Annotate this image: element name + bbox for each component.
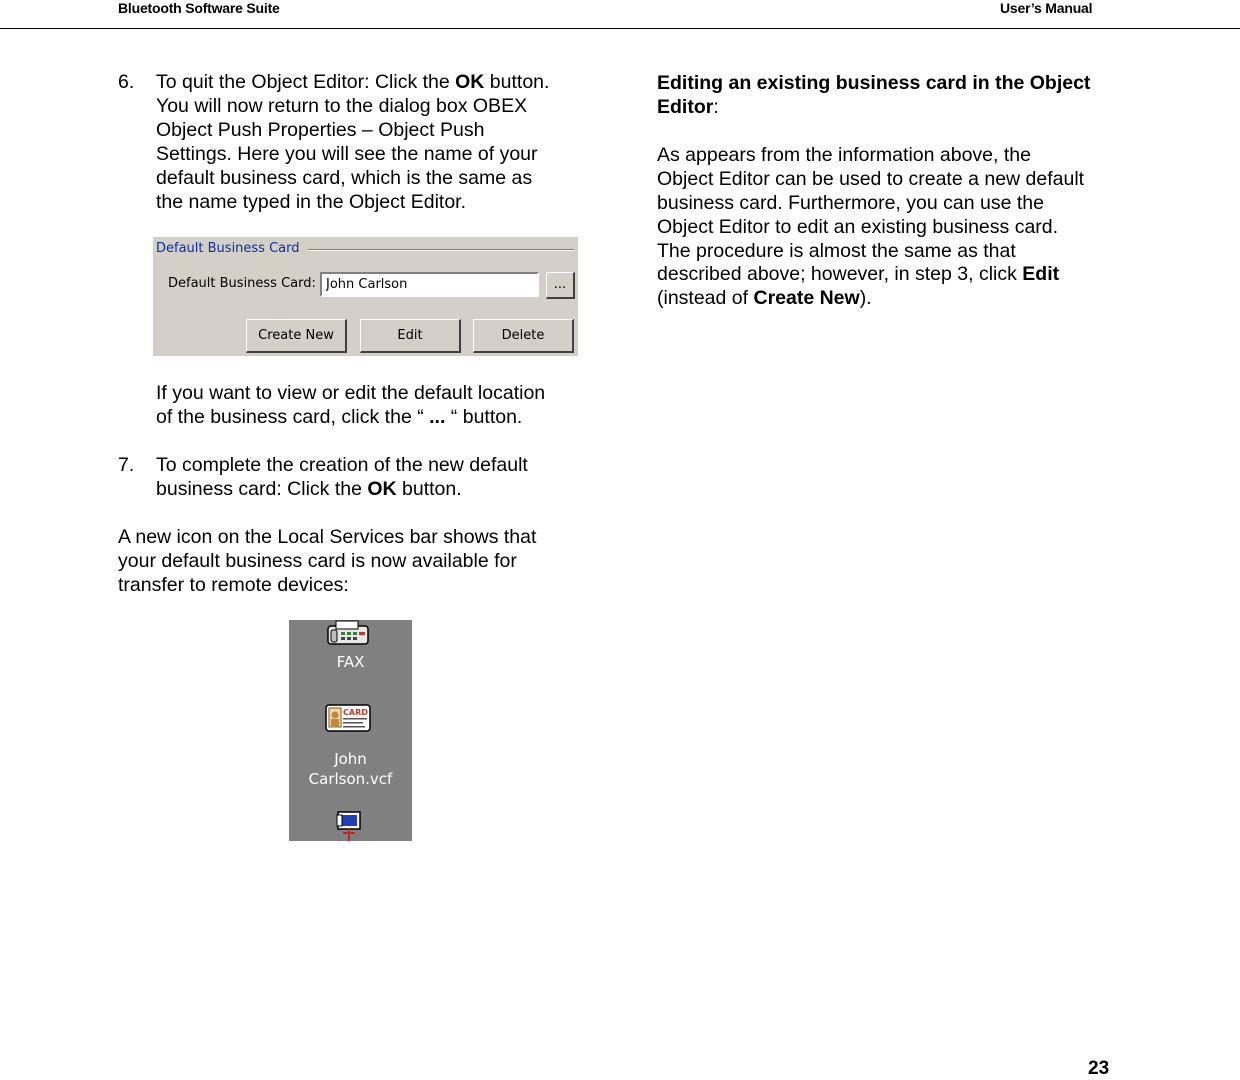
- new-icon-note-line-3: transfer to remote devices:: [118, 574, 349, 596]
- step-6-line-3: Object Push Properties – Object Push: [156, 119, 485, 141]
- running-header-manual: User’s Manual: [1000, 0, 1093, 16]
- section-heading-line-1: Editing an existing business card in the Object: [657, 72, 1091, 94]
- browse-button[interactable]: ...: [546, 272, 575, 299]
- new-icon-note-line-1: A new icon on the Local Services bar shows that: [118, 526, 537, 548]
- step-6-line-4: Settings. Here you will see the name of your: [156, 143, 538, 165]
- para-line-7: (instead of Create New).: [657, 287, 872, 309]
- network-computer-icon[interactable]: [335, 810, 363, 841]
- local-services-bar: [289, 620, 412, 841]
- svg-text:CARD: CARD: [343, 708, 368, 717]
- header-rule: [0, 28, 1240, 29]
- new-icon-note-line-2: your default business card is now available for: [118, 550, 517, 572]
- view-edit-note-line-1: If you want to view or edit the default location: [156, 382, 546, 404]
- step-7-number: 7.: [118, 454, 135, 476]
- fax-label: FAX: [336, 653, 365, 671]
- group-divider: [308, 249, 574, 251]
- fax-icon[interactable]: [326, 620, 370, 646]
- step-6-line-1: To quit the Object Editor: Click the OK button.: [156, 71, 550, 93]
- step-7-line-2: business card: Click the OK button.: [156, 478, 462, 500]
- step-6-line-5: default business card, which is the same as: [156, 167, 533, 189]
- para-line-1: As appears from the information above, the: [657, 144, 1031, 166]
- default-business-card-dialog: [153, 237, 578, 356]
- para-line-2: Object Editor can be used to create a new default: [657, 168, 1085, 190]
- card-label-line-2: Carlson.vcf: [308, 770, 393, 788]
- view-edit-note-line-2: of the business card, click the “ ... “ button.: [156, 406, 523, 428]
- page-number: 23: [1088, 1058, 1110, 1079]
- create-new-button[interactable]: Create New: [246, 319, 347, 353]
- delete-button[interactable]: Delete: [473, 319, 574, 353]
- para-line-3: business card. Furthermore, you can use the: [657, 192, 1044, 214]
- step-6-number: 6.: [118, 71, 135, 93]
- business-card-icon[interactable]: [325, 704, 371, 732]
- card-label-line-1: John: [334, 750, 367, 768]
- para-line-4: Object Editor to edit an existing business card.: [657, 216, 1059, 238]
- default-business-card-field[interactable]: [320, 272, 539, 297]
- running-header-title: Bluetooth Software Suite: [118, 0, 280, 16]
- step-6-line-6: the name typed in the Object Editor.: [156, 191, 467, 213]
- group-title: Default Business Card: [156, 241, 300, 256]
- step-6-line-2: You will now return to the dialog box OBEX: [156, 95, 528, 117]
- para-line-6: described above; however, in step 3, click Edit: [657, 263, 1060, 285]
- step-7-line-1: To complete the creation of the new default: [156, 454, 528, 476]
- default-business-card-label: Default Business Card:: [168, 276, 316, 291]
- edit-button[interactable]: Edit: [360, 319, 461, 353]
- para-line-5: The procedure is almost the same as that: [657, 240, 1016, 262]
- section-heading-line-2: Editor:: [657, 96, 719, 118]
